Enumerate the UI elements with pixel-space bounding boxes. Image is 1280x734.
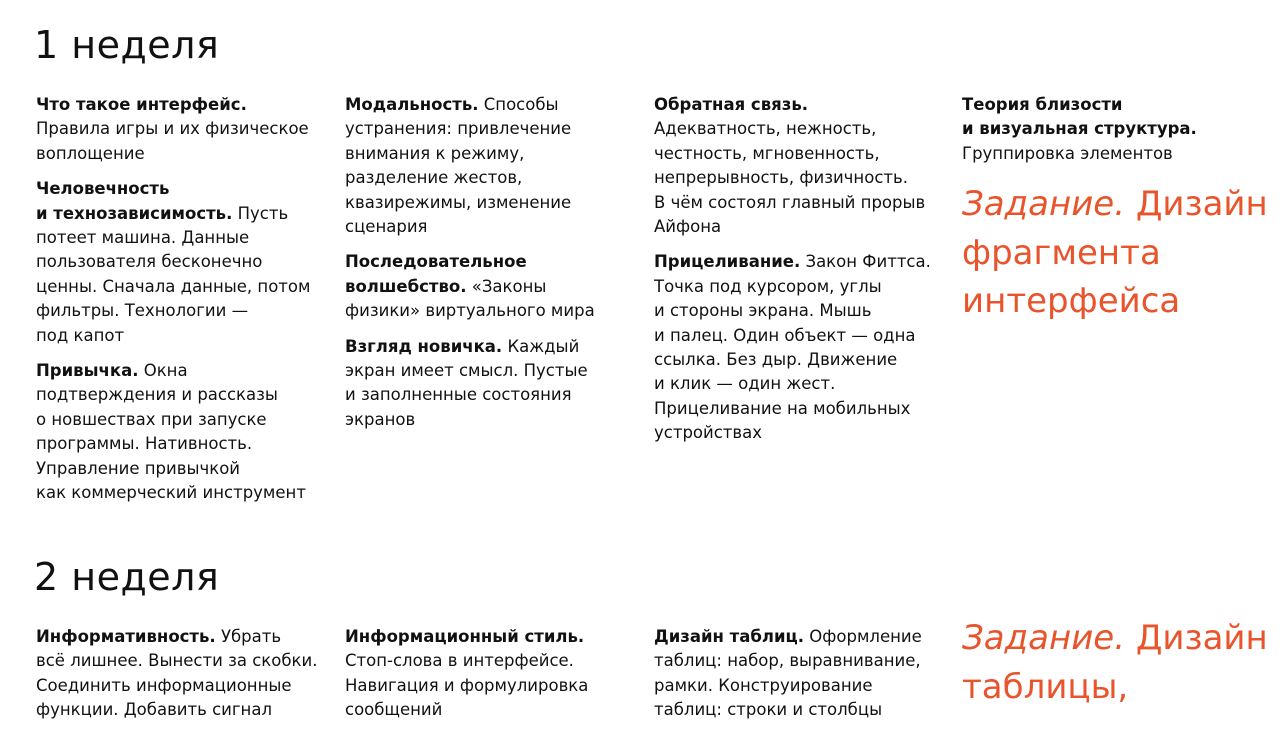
topic-interface [36,93,336,166]
topic-text: Закон Фиттса. Точка под курсором, углы и стороны экрана. Мышь и палец. Один объект — одна ссылка. Без дыр. Движение и клик — один жест. Прицеливание на мобильных устройствах [654,252,931,443]
task-label: Задание. [962,184,1126,224]
week-1-task [962,180,1272,326]
task-text: Дизайн таблицы, [962,618,1268,707]
week-1-column-2 [345,93,645,443]
topic-text: Способы устранения: привлечение внимания к режиму, разделение жестов, квазирежимы, изменение сценария [345,95,572,237]
topic-text: Адекватность, нежность, честность, мгновенность, непрерывность, физичность. В чём состоял главный прорыв Айфона [654,119,926,237]
topic-title: Взгляд новичка. [345,336,503,356]
week-2-column-3 [654,625,954,734]
week-1-column-1 [36,93,336,517]
topic-text: Группировка элементов [962,143,1173,163]
topic-consistent-magic [345,250,645,323]
topic-text: Окна подтверждения и рассказы о новшествах при запуске программы. Нативность. Управление привычкой как коммерческий инструмент [36,361,306,503]
week-1-column-4 [962,93,1262,177]
topic-text: Пусть потеет машина. Данные пользователя бесконечно ценны. Сначала данные, потом фильтры. Технологии — под капот [36,203,311,345]
topic-title: Прицеливание. [654,252,801,272]
topic-title: Информативность. [36,627,216,646]
task-label: Задание. [962,618,1126,658]
week-2-task [962,614,1272,711]
topic-habit [36,359,336,505]
week-2-column-1 [36,625,336,734]
topic-title: Что такое интерфейс. [36,95,247,114]
topic-targeting [654,250,954,445]
topic-title: Привычка. [36,361,139,381]
topic-modality [345,93,645,239]
week-2-column-2 [345,625,645,734]
topic-title: Дизайн таблиц. [654,627,805,646]
topic-text: Каждый экран имеет смысл. Пустые и заполненные состояния экранов [345,336,588,429]
topic-title: Обратная связь. [654,95,809,114]
topic-feedback [654,93,954,239]
topic-text: Убрать всё лишнее. Вынести за скобки. Соединить информационные функции. Добавить сигнал [36,627,318,720]
topic-title: Человечность и технозависимость. [36,179,233,223]
topic-title: Информационный стиль. [345,627,585,646]
task-text: Дизайн фрагмента интерфейса [962,184,1268,321]
topic-newbie-view [345,335,645,433]
week-1-column-3 [654,93,954,457]
week-2-title: 2 неделя [34,555,220,599]
topic-text: Правила игры и их физическое воплощение [36,119,309,163]
topic-title: Модальность. [345,95,479,114]
week-1-title: 1 неделя [34,23,220,67]
topic-humanity [36,177,336,348]
topic-text: Оформление таблиц: набор, выравнивание, рамки. Конструирование таблиц: строки и столбцы [654,627,922,720]
topic-text: «Законы физики» виртуального мира [345,276,595,321]
topic-proximity [962,93,1262,166]
topic-title: Теория близости и визуальная структура. [962,95,1197,139]
topic-text: Стоп-слова в интерфейсе. Навигация и формулировка сообщений [345,651,589,720]
topic-title: Последовательное волшебство. [345,252,527,296]
